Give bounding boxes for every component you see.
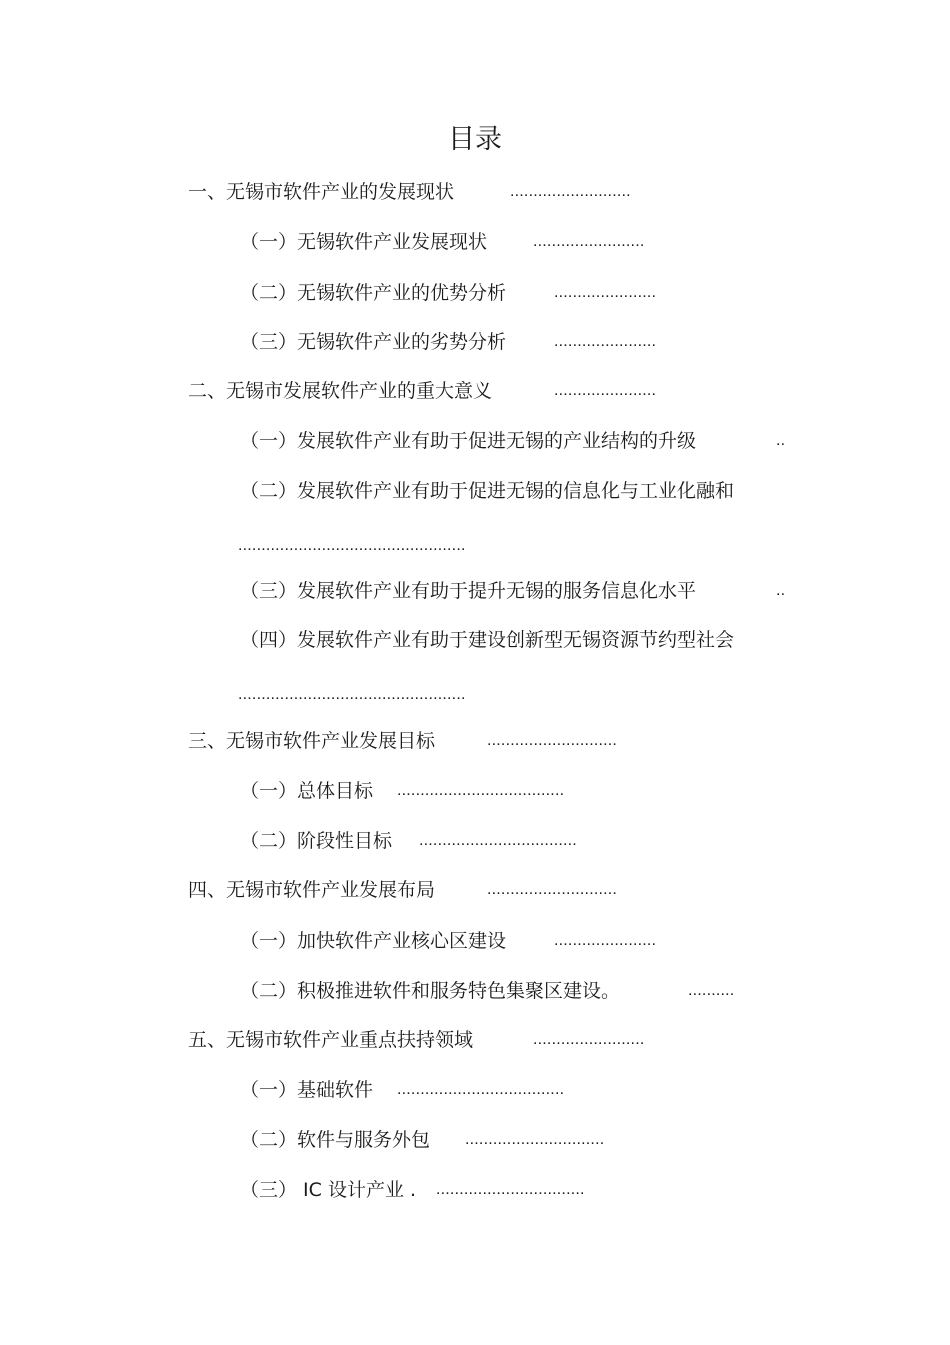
toc-entry[interactable] bbox=[240, 1126, 605, 1154]
toc-entry-dots: ...................... bbox=[554, 382, 657, 399]
toc-entry-label: 四、无锡市软件产业发展布局 bbox=[188, 879, 436, 901]
toc-entry[interactable] bbox=[240, 927, 657, 955]
toc-entry[interactable] bbox=[188, 876, 618, 904]
toc-entry[interactable] bbox=[240, 1076, 565, 1104]
toc-entry-dots: .. bbox=[776, 582, 786, 599]
toc-entry-label: （一）无锡软件产业发展现状 bbox=[240, 231, 488, 253]
toc-entry[interactable] bbox=[240, 977, 735, 1005]
toc-entry-dots: ........................ bbox=[533, 1031, 645, 1048]
toc-entry-label: （三）发展软件产业有助于提升无锡的服务信息化水平 bbox=[240, 580, 697, 602]
toc-entry[interactable] bbox=[188, 1026, 645, 1054]
toc-entry-label: （四）发展软件产业有助于建设创新型无锡资源节约型社会 bbox=[240, 629, 735, 651]
toc-entry-label: （二）积极推进软件和服务特色集聚区建设。 bbox=[240, 980, 621, 1002]
toc-entry-dots: ...................... bbox=[554, 333, 657, 350]
toc-entry-dots: ...................... bbox=[554, 932, 657, 949]
toc-entry[interactable] bbox=[240, 626, 734, 654]
toc-entry-label: （二）阶段性目标 bbox=[240, 830, 393, 852]
toc-entry[interactable] bbox=[240, 279, 657, 307]
toc-entry[interactable] bbox=[240, 228, 645, 256]
toc-entry-dots: ................................................. bbox=[238, 537, 466, 554]
toc-entry-dots: .......................... bbox=[510, 183, 631, 200]
toc-entry[interactable] bbox=[240, 827, 577, 855]
toc-entry[interactable] bbox=[188, 377, 657, 405]
toc-entry-continuation[interactable] bbox=[238, 530, 466, 560]
toc-entry-dots: .................................... bbox=[397, 1081, 565, 1098]
page-title: 目录 bbox=[448, 124, 502, 155]
toc-entry-dots: ................................ bbox=[436, 1181, 585, 1198]
toc-entry[interactable] bbox=[188, 727, 618, 755]
toc-entry-label: （三） IC 设计产业 . bbox=[240, 1179, 417, 1201]
toc-entry-label: （一）发展软件产业有助于促进无锡的产业结构的升级 bbox=[240, 430, 697, 452]
toc-entry-label: 三、无锡市软件产业发展目标 bbox=[188, 730, 436, 752]
toc-entry-label: （三）无锡软件产业的劣势分析 bbox=[240, 331, 507, 353]
toc-entry-dots: .............................. bbox=[465, 1131, 605, 1148]
toc-entry-continuation[interactable] bbox=[238, 679, 466, 709]
toc-entry-label: （一）总体目标 bbox=[240, 780, 374, 802]
toc-entry[interactable] bbox=[240, 577, 786, 605]
toc-entry-label: （二）软件与服务外包 bbox=[240, 1129, 431, 1151]
toc-entry-dots: .. bbox=[776, 432, 786, 449]
toc-entry-dots: .......... bbox=[688, 982, 735, 999]
toc-entry[interactable] bbox=[240, 477, 734, 505]
toc-entry-dots: ............................ bbox=[487, 881, 618, 898]
toc-entry-dots: ........................ bbox=[533, 233, 645, 250]
toc-entry-label: （一）基础软件 bbox=[240, 1079, 374, 1101]
toc-entry-dots: ...................... bbox=[554, 284, 657, 301]
toc-entry-label: 二、无锡市发展软件产业的重大意义 bbox=[188, 380, 493, 402]
toc-entry[interactable] bbox=[240, 427, 786, 455]
toc-entry-dots: .................................... bbox=[397, 782, 565, 799]
toc-entry[interactable] bbox=[240, 777, 565, 805]
toc-entry-label: （二）发展软件产业有助于促进无锡的信息化与工业化融和 bbox=[240, 480, 735, 502]
toc-entry-dots: .................................. bbox=[419, 832, 577, 849]
toc-entry-label: （二）无锡软件产业的优势分析 bbox=[240, 282, 507, 304]
toc-entry[interactable] bbox=[188, 178, 631, 206]
toc-entry[interactable] bbox=[240, 328, 657, 356]
toc-entry[interactable] bbox=[240, 1176, 585, 1204]
toc-entry-dots: ............................ bbox=[487, 732, 618, 749]
toc-entry-label: （一）加快软件产业核心区建设 bbox=[240, 930, 507, 952]
toc-entry-label: 五、无锡市软件产业重点扶持领域 bbox=[188, 1029, 474, 1051]
toc-entry-dots: ................................................. bbox=[238, 686, 466, 703]
toc-entry-label: 一、无锡市软件产业的发展现状 bbox=[188, 181, 455, 203]
